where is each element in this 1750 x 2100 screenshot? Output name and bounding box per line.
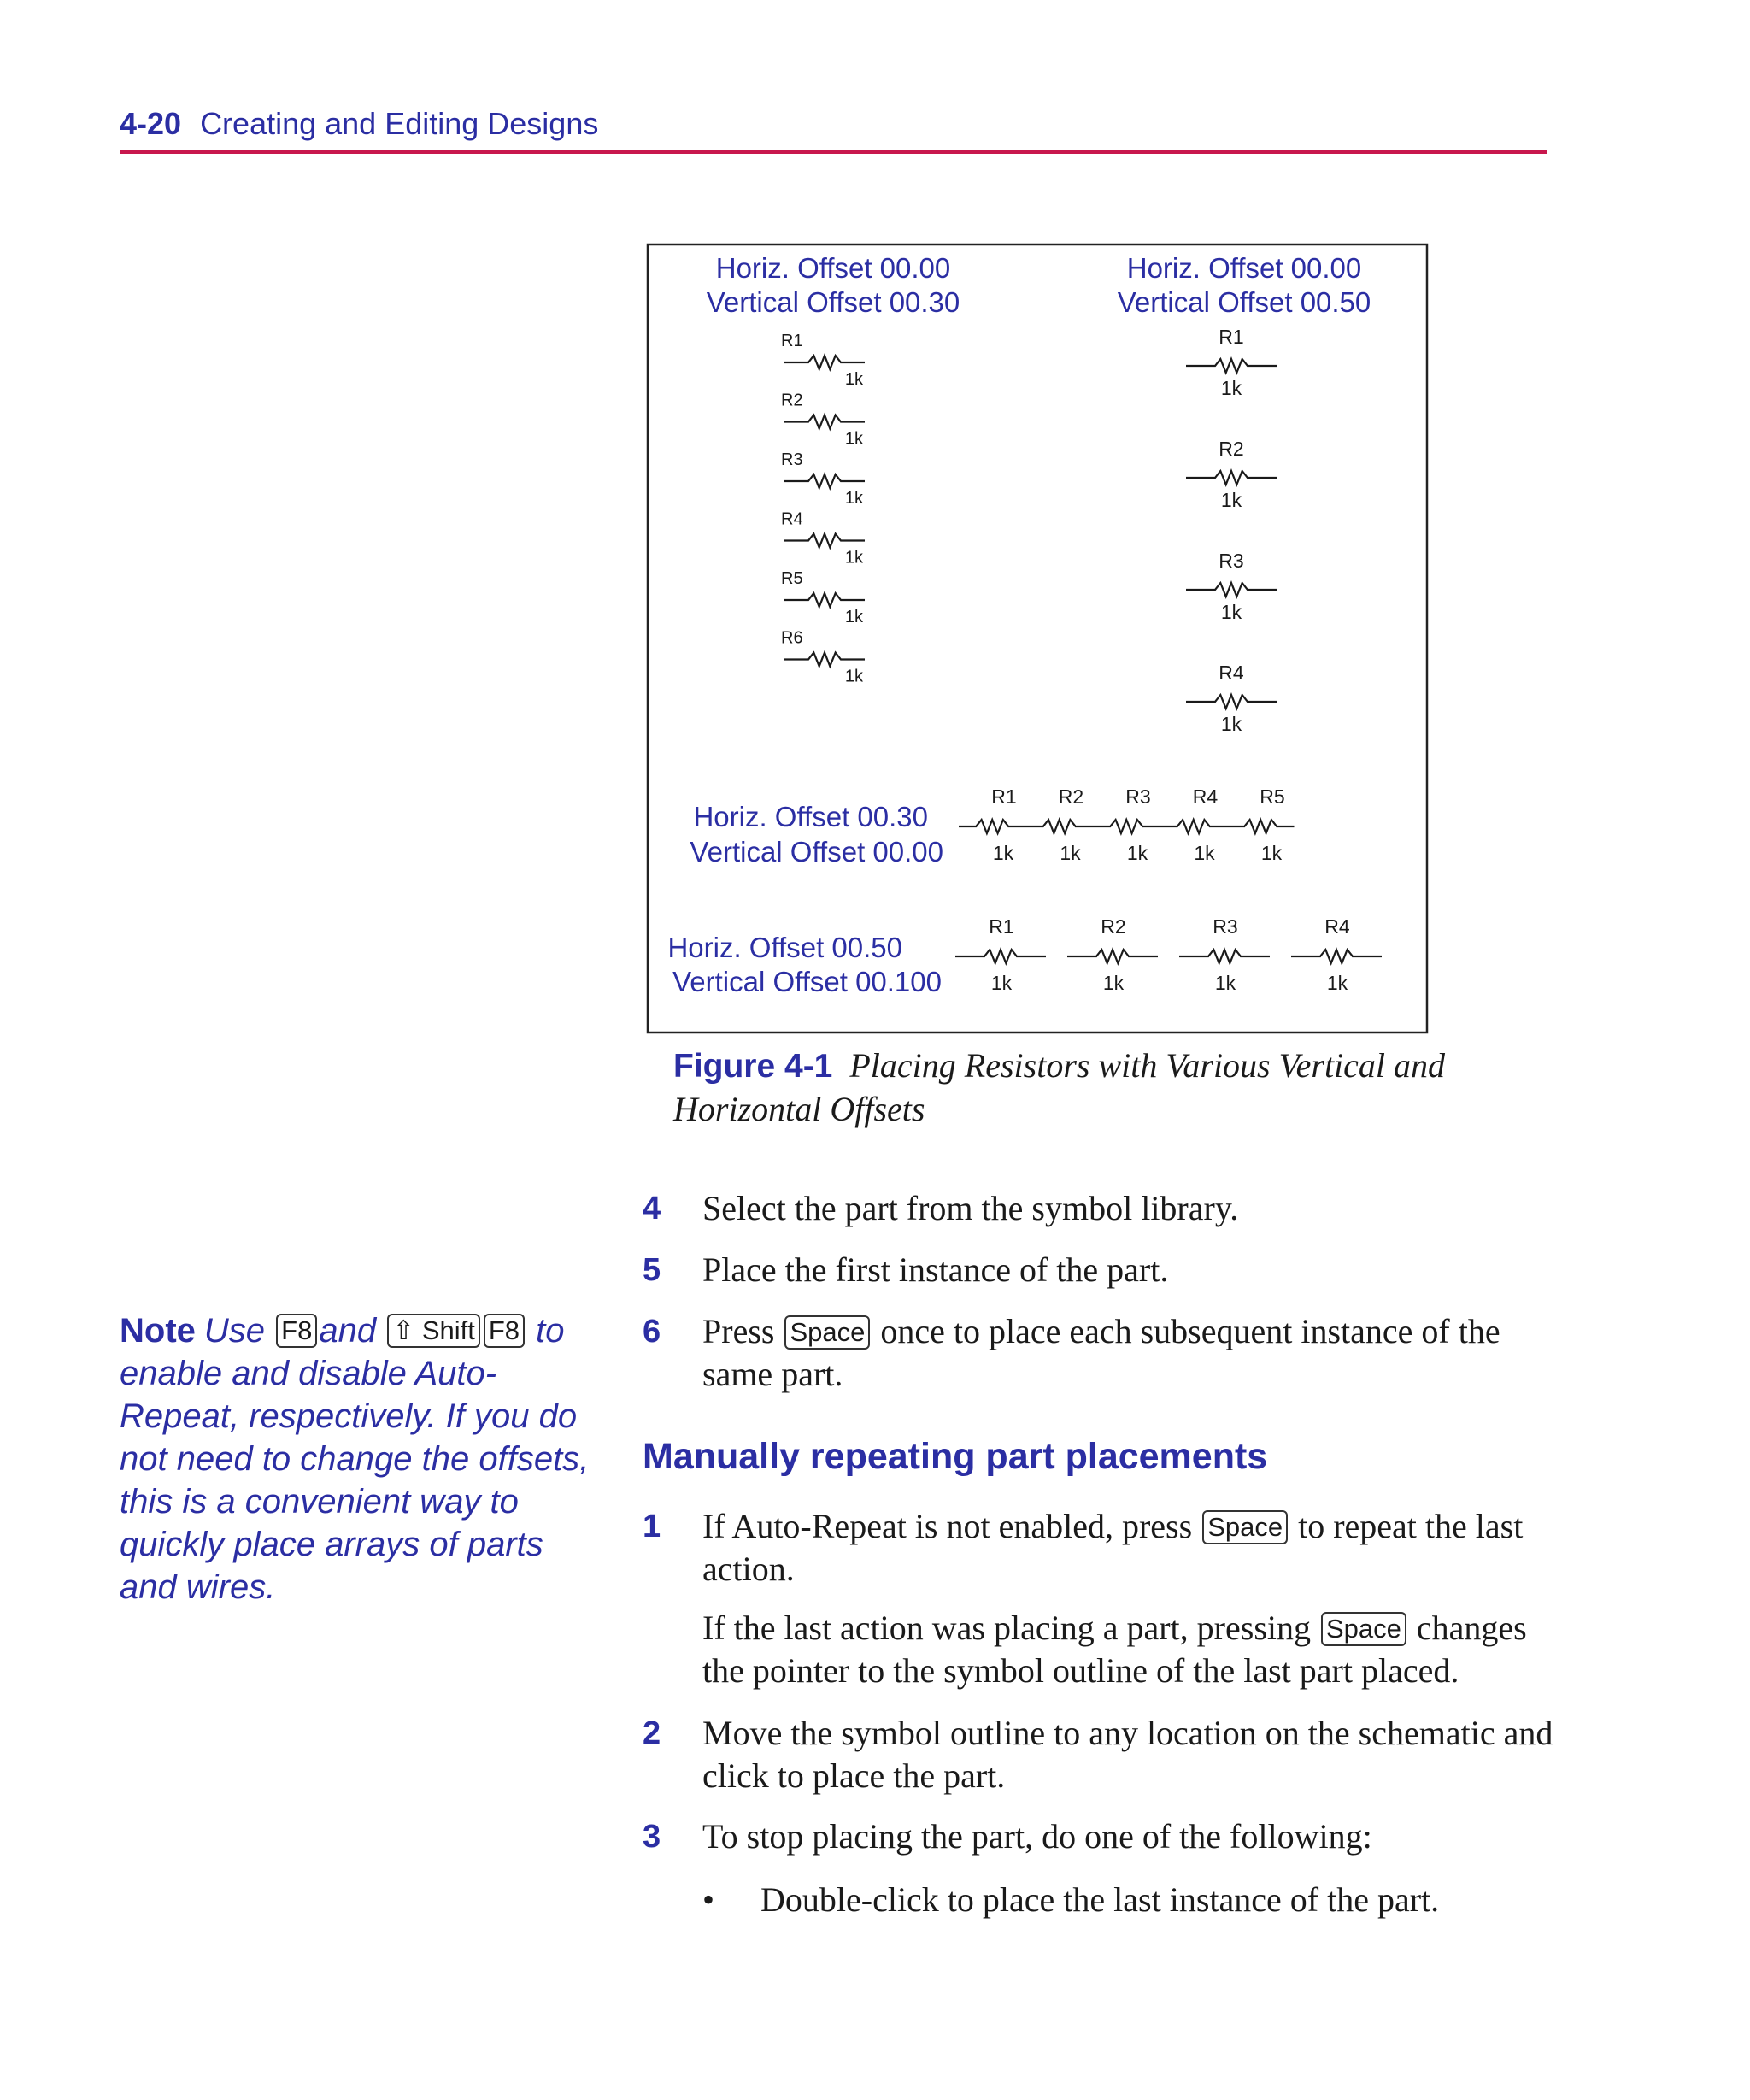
resistor-ref-label: R5	[781, 569, 803, 588]
panel-vertical-offset-label: Vertical Offset 00.100	[672, 966, 942, 997]
resistor-symbol	[959, 820, 1026, 833]
resistor-value-label: 1k	[1326, 972, 1348, 994]
panel-horiz-offset-label: Horiz. Offset 00.50	[667, 932, 902, 963]
resistor-symbol	[784, 474, 865, 488]
step-text	[702, 1310, 1557, 1396]
resistor-symbol	[1179, 950, 1270, 963]
resistor-value-label: 1k	[990, 972, 1013, 994]
resistor-symbol	[1227, 820, 1295, 833]
resistor-ref-label: R1	[1219, 326, 1244, 348]
resistor-value-label: 1k	[844, 608, 863, 626]
resistor-ref-label: R3	[1219, 550, 1244, 572]
resistor-ref-label: R4	[1219, 662, 1244, 684]
resistor-value-label: 1k	[1126, 842, 1148, 864]
step-number: 3	[643, 1819, 661, 1855]
step-number: 4	[643, 1191, 661, 1226]
bullet-text: Double-click to place the last instance of the part.	[760, 1880, 1440, 1919]
space-key: Space	[1321, 1612, 1406, 1646]
step-text-before: Press	[702, 1312, 775, 1350]
resistor-ref-label: R3	[1125, 785, 1151, 808]
resistor-ref-label: R4	[1324, 915, 1350, 938]
paragraph-space-key	[702, 1607, 1557, 1692]
resistor-symbol	[784, 415, 865, 429]
resistor-ref-label: R4	[1192, 785, 1219, 808]
step-text-after: once to place each subsequent instance of the same part.	[702, 1312, 1500, 1393]
f8-key: F8	[276, 1314, 317, 1348]
resistor-ref-label: R2	[1219, 438, 1244, 460]
resistor-symbol	[784, 534, 865, 548]
bullet-dot: •	[702, 1880, 715, 1919]
step-text: To stop placing the part, do one of the following:	[702, 1817, 1372, 1856]
resistor-ref-label: R2	[1101, 915, 1126, 938]
panel-horiz-offset-label: Horiz. Offset 00.30	[693, 801, 928, 832]
resistor-value-label: 1k	[1194, 842, 1215, 864]
resistor-value-label: 1k	[992, 842, 1014, 864]
panel-vertical-offset-label: Vertical Offset 00.00	[690, 836, 943, 868]
step-number: 2	[643, 1715, 661, 1751]
resistor-symbol	[1291, 950, 1382, 963]
resistor-symbol	[784, 653, 865, 667]
note-text: to enable and disable Auto-Repeat, respectively. If you do not need to change the offsets, this is a convenient way to quickly place arrays of parts and wires.	[120, 1312, 590, 1606]
resistor-value-label: 1k	[844, 489, 863, 508]
note-use: Use	[203, 1312, 266, 1350]
resistor-value-label: 1k	[1102, 972, 1125, 994]
resistor-symbol	[1093, 820, 1160, 833]
space-key: Space	[784, 1315, 870, 1350]
section-heading: Manually repeating part placements	[643, 1436, 1268, 1477]
resistor-ref-label: R1	[991, 785, 1017, 808]
resistor-value-label: 1k	[844, 429, 863, 449]
resistor-symbol	[1160, 820, 1228, 833]
step-text: Place the first instance of the part.	[702, 1250, 1169, 1289]
panel-vertical-offset-label: Vertical Offset 00.50	[1117, 286, 1371, 318]
step-text: Move the symbol outline to any location on the schematic and click to place the part.	[702, 1714, 1553, 1795]
resistor-symbol	[1026, 820, 1094, 833]
figure-frame	[648, 244, 1427, 1032]
resistor-symbol	[1186, 471, 1277, 485]
resistor-symbol	[784, 356, 865, 369]
resistor-value-label: 1k	[1260, 842, 1283, 864]
resistor-value-label: 1k	[1220, 377, 1242, 399]
step-number: 5	[643, 1252, 661, 1288]
resistor-ref-label: R6	[781, 628, 803, 648]
f8-key: F8	[484, 1314, 525, 1348]
header-section-title: Creating and Editing Designs	[200, 106, 599, 141]
step-text-after: to repeat the last action.	[702, 1507, 1524, 1588]
resistor-ref-label: R1	[989, 915, 1014, 938]
resistor-ref-label: R3	[781, 450, 803, 469]
resistor-value-label: 1k	[844, 548, 863, 568]
step-text: Select the part from the symbol library.	[702, 1189, 1239, 1227]
para-text-after: changes the pointer to the symbol outline of the last part placed.	[702, 1609, 1527, 1690]
page-number: 4-20	[120, 106, 182, 141]
resistor-ref-label: R2	[781, 391, 803, 410]
figure-caption	[673, 1044, 1545, 1131]
resistor-value-label: 1k	[1220, 601, 1242, 623]
resistor-value-label: 1k	[844, 667, 863, 686]
panel-vertical-offset-label: Vertical Offset 00.30	[706, 286, 960, 318]
step-number: 6	[643, 1314, 661, 1350]
resistor-value-label: 1k	[1214, 972, 1236, 994]
resistor-value-label: 1k	[1060, 842, 1081, 864]
step-text	[702, 1505, 1557, 1591]
resistor-symbol	[1067, 950, 1158, 963]
resistor-value-label: 1k	[1220, 713, 1242, 735]
panel-horiz-offset-label: Horiz. Offset 00.00	[715, 252, 951, 284]
resistor-value-label: 1k	[844, 370, 863, 389]
figure-caption-text: Placing Resistors with Various Vertical and Horizontal Offsets	[673, 1046, 1446, 1128]
resistor-ref-label: R5	[1260, 785, 1285, 808]
resistor-symbol	[955, 950, 1046, 963]
shift-key	[387, 1314, 480, 1348]
space-key: Space	[1202, 1510, 1288, 1544]
resistor-symbol	[1186, 359, 1277, 373]
resistor-ref-label: R4	[781, 509, 803, 529]
note-label: Note	[120, 1312, 196, 1350]
note-and: and	[319, 1312, 377, 1350]
resistor-symbol	[784, 593, 865, 607]
resistor-symbol	[1186, 583, 1277, 597]
shift-arrow-icon: ⇧	[392, 1315, 415, 1345]
resistor-ref-label: R1	[781, 332, 803, 350]
figure-caption-label: Figure 4-1	[673, 1048, 833, 1085]
resistor-ref-label: R3	[1213, 915, 1238, 938]
resistor-value-label: 1k	[1220, 489, 1242, 511]
side-note	[120, 1309, 598, 1609]
resistor-symbol	[1186, 695, 1277, 709]
step-text-before: If Auto-Repeat is not enabled, press	[702, 1507, 1193, 1545]
para-text-before: If the last action was placing a part, pressing	[702, 1609, 1311, 1647]
resistor-ref-label: R2	[1058, 785, 1084, 808]
shift-key-label: Shift	[421, 1315, 475, 1345]
step-number: 1	[643, 1509, 661, 1544]
panel-horiz-offset-label: Horiz. Offset 00.00	[1126, 252, 1362, 284]
